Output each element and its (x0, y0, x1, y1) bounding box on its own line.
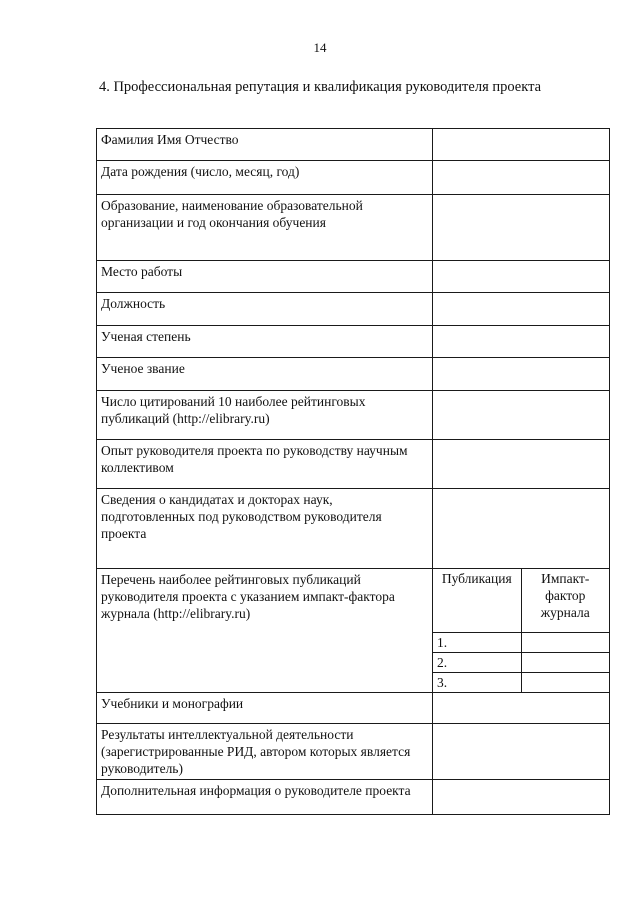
row-value-field[interactable] (433, 489, 610, 569)
form-row (97, 129, 610, 161)
publication-column-header: Публикация (433, 569, 521, 632)
row-value-field[interactable] (433, 261, 610, 293)
row-label: Должность (97, 293, 433, 326)
publications-label: Перечень наиболее рейтинговых публикаций руководителя проекта с указанием импакт-фактора журнала (http://elibrary.ru) (97, 569, 433, 693)
page-number: 14 (313, 40, 327, 55)
row-label: Число цитирований 10 наиболее рейтинговых публикаций (http://elibrary.ru) (97, 391, 433, 440)
row-value-field[interactable] (433, 723, 610, 779)
form-row (97, 489, 610, 569)
form-row (97, 779, 610, 814)
row-value-field[interactable] (433, 692, 610, 723)
publications-header-row (433, 569, 609, 632)
publications-cell (433, 569, 610, 693)
form-row (97, 692, 610, 723)
impact-factor-field[interactable] (521, 652, 609, 672)
publication-entry-row (433, 632, 609, 652)
publication-entry-row (433, 672, 609, 692)
row-label: Ученая степень (97, 326, 433, 358)
form-row (97, 326, 610, 358)
publications-subtable (433, 569, 609, 692)
row-label: Фамилия Имя Отчество (97, 129, 433, 161)
row-label: Дополнительная информация о руководителе проекта (97, 779, 433, 814)
impact-factor-field[interactable] (521, 632, 609, 652)
impact-factor-column-header: Импакт-фактор журнала (521, 569, 609, 632)
row-value-field[interactable] (433, 326, 610, 358)
form-row (97, 161, 610, 195)
publications-row (97, 569, 610, 693)
row-value-field[interactable] (433, 129, 610, 161)
row-value-field[interactable] (433, 779, 610, 814)
publication-entry-field[interactable]: 3. (433, 672, 521, 692)
row-label: Учебники и монографии (97, 692, 433, 723)
form-row (97, 293, 610, 326)
impact-factor-field[interactable] (521, 672, 609, 692)
publication-entry-field[interactable]: 2. (433, 652, 521, 672)
form-row (97, 358, 610, 391)
row-value-field[interactable] (433, 195, 610, 261)
section-title: 4. Профессиональная репутация и квалификация руководителя проекта (98, 79, 542, 95)
row-value-field[interactable] (433, 161, 610, 195)
form-row (97, 723, 610, 779)
publication-entry-field[interactable]: 1. (433, 632, 521, 652)
row-value-field[interactable] (433, 358, 610, 391)
row-label: Дата рождения (число, месяц, год) (97, 161, 433, 195)
row-value-field[interactable] (433, 391, 610, 440)
form-row (97, 261, 610, 293)
row-label: Результаты интеллектуальной деятельности (зарегистрированные РИД, автором которых является руководитель) (97, 723, 433, 779)
form-row (97, 195, 610, 261)
row-value-field[interactable] (433, 293, 610, 326)
row-label: Опыт руководителя проекта по руководству научным коллективом (97, 440, 433, 489)
form-row (97, 440, 610, 489)
row-label: Ученое звание (97, 358, 433, 391)
form-row (97, 391, 610, 440)
row-label: Образование, наименование образовательной организации и год окончания обучения (97, 195, 433, 261)
row-label: Сведения о кандидатах и докторах наук, подготовленных под руководством руководителя проекта (97, 489, 433, 569)
row-value-field[interactable] (433, 440, 610, 489)
row-label: Место работы (97, 261, 433, 293)
project-leader-form (96, 128, 610, 815)
publication-entry-row (433, 652, 609, 672)
